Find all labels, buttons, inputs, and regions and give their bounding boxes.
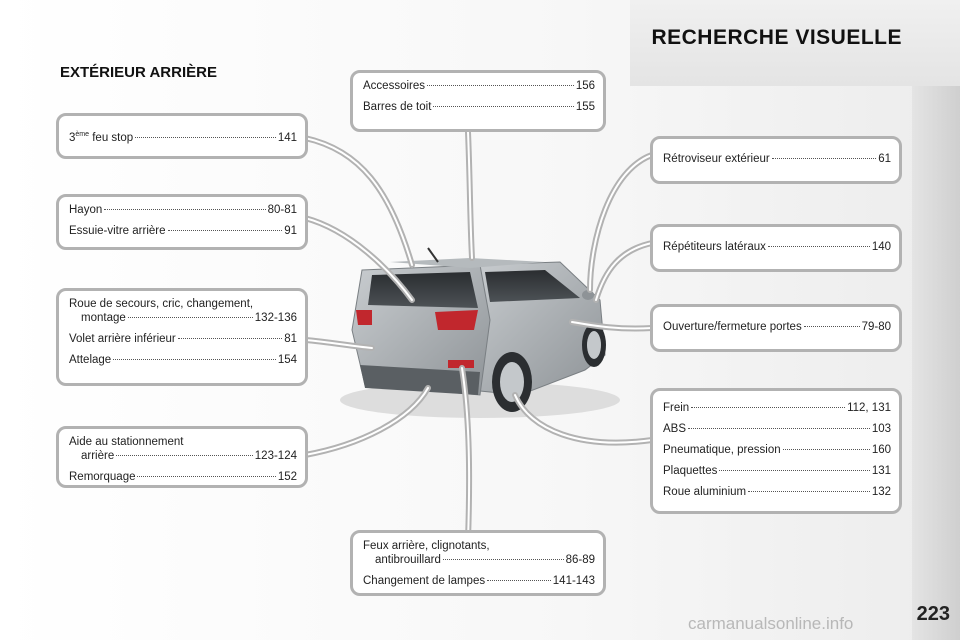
entry-pages: 103 xyxy=(871,423,891,435)
index-entry[interactable] xyxy=(663,240,891,254)
front-wheel-rim xyxy=(587,331,601,359)
entry-pages: 156 xyxy=(575,80,595,92)
index-entry[interactable] xyxy=(663,485,891,499)
leader-dots xyxy=(804,326,860,327)
index-entry[interactable] xyxy=(663,422,891,436)
leader-dots xyxy=(128,317,253,318)
index-entry[interactable] xyxy=(69,449,297,463)
entry-heading: Roue de secours, cric, changement, xyxy=(69,298,254,310)
box-roue-secours xyxy=(56,288,308,386)
entry-pages: 140 xyxy=(871,241,891,253)
index-entry[interactable] xyxy=(69,353,297,367)
entry-label: Remorquage xyxy=(69,471,136,483)
leader-dots xyxy=(104,209,265,210)
entry-pages: 80-81 xyxy=(267,204,297,216)
leader-dots xyxy=(135,137,276,138)
entry-label: Changement de lampes xyxy=(363,575,486,587)
page-title: RECHERCHE VISUELLE xyxy=(651,26,902,49)
entry-pages: 86-89 xyxy=(565,554,595,566)
leader-dots xyxy=(113,359,276,360)
box-feu-stop xyxy=(56,113,308,159)
entry-label: ABS xyxy=(663,423,687,435)
entry-pages: 132-136 xyxy=(254,312,297,324)
entry-pages: 132 xyxy=(871,486,891,498)
entry-pages: 61 xyxy=(878,153,891,165)
box-accessoires xyxy=(350,70,606,132)
leader-dots xyxy=(768,246,870,247)
box-ouverture xyxy=(650,304,902,352)
index-entry[interactable] xyxy=(69,203,297,217)
entry-label: Répétiteurs latéraux xyxy=(663,241,766,253)
entry-pages: 79-80 xyxy=(861,321,891,333)
entry-pages: 81 xyxy=(284,333,297,345)
section-title: EXTÉRIEUR ARRIÈRE xyxy=(60,64,217,81)
index-entry[interactable] xyxy=(69,128,297,145)
index-entry[interactable] xyxy=(663,464,891,478)
leader-dots xyxy=(487,580,551,581)
entry-label: Accessoires xyxy=(363,80,425,92)
entry-pages: 131 xyxy=(871,465,891,477)
leader-dots xyxy=(688,428,870,429)
entry-heading: Aide au stationnement xyxy=(69,436,184,448)
entry-label: Volet arrière inférieur xyxy=(69,333,176,345)
index-entry[interactable] xyxy=(363,100,595,114)
index-entry[interactable] xyxy=(69,470,297,484)
entry-pages: 141-143 xyxy=(552,575,595,587)
entry-pages: 154 xyxy=(277,354,297,366)
leader-dots xyxy=(443,559,564,560)
entry-label: Barres de toit xyxy=(363,101,432,113)
entry-label: Rétroviseur extérieur xyxy=(663,153,770,165)
entry-pages: 155 xyxy=(575,101,595,113)
entry-pages: 123-124 xyxy=(254,450,297,462)
leader-dots xyxy=(178,338,282,339)
entry-label: Hayon xyxy=(69,204,103,216)
leader-dots xyxy=(719,470,869,471)
rear-window xyxy=(368,272,478,308)
entry-label: Essuie-vitre arrière xyxy=(69,225,166,237)
index-entry[interactable] xyxy=(363,574,595,588)
box-retroviseur xyxy=(650,136,902,184)
leader-dots xyxy=(427,85,574,86)
index-entry[interactable] xyxy=(663,152,891,166)
leader-dots xyxy=(433,106,573,107)
box-frein xyxy=(650,388,902,514)
entry-label: 3ème feu stop xyxy=(69,131,134,144)
tail-light-right xyxy=(435,310,478,330)
entry-pages: 152 xyxy=(277,471,297,483)
entry-label: montage xyxy=(81,312,126,324)
box-feux-arriere xyxy=(350,530,606,596)
entry-label: arrière xyxy=(81,450,115,462)
entry-label: Roue aluminium xyxy=(663,486,747,498)
entry-pages: 112, 131 xyxy=(847,402,891,414)
index-entry[interactable] xyxy=(363,553,595,567)
index-entry[interactable] xyxy=(363,79,595,93)
rear-wheel-rim xyxy=(500,362,524,402)
box-aide-stationnement xyxy=(56,426,308,488)
entry-heading: Feux arrière, clignotants, xyxy=(363,540,490,552)
box-hayon xyxy=(56,194,308,250)
index-entry[interactable] xyxy=(69,224,297,238)
leader-dots xyxy=(748,491,870,492)
page-number: 223 xyxy=(916,603,950,625)
index-entry[interactable] xyxy=(663,443,891,457)
index-entry[interactable] xyxy=(69,311,297,325)
leader-dots xyxy=(116,455,253,456)
entry-label: Plaquettes xyxy=(663,465,718,477)
index-entry[interactable] xyxy=(69,332,297,346)
entry-pages: 141 xyxy=(277,131,297,144)
leader-dots xyxy=(691,407,845,408)
box-repetiteurs xyxy=(650,224,902,272)
leader-dots xyxy=(137,476,275,477)
index-entry[interactable] xyxy=(663,320,891,334)
entry-label: Ouverture/fermeture portes xyxy=(663,321,802,333)
entry-pages: 91 xyxy=(284,225,297,237)
leader-dots xyxy=(772,158,876,159)
watermark: carmanualsonline.info xyxy=(688,614,854,633)
entry-label: Pneumatique, pression xyxy=(663,444,781,456)
tail-light-left xyxy=(356,310,372,325)
leader-dots xyxy=(783,449,870,450)
entry-label: Frein xyxy=(663,402,690,414)
entry-label: Attelage xyxy=(69,354,112,366)
index-entry[interactable] xyxy=(663,401,891,415)
entry-pages: 160 xyxy=(871,444,891,456)
leader-dots xyxy=(168,230,283,231)
entry-label: antibrouillard xyxy=(375,554,441,566)
